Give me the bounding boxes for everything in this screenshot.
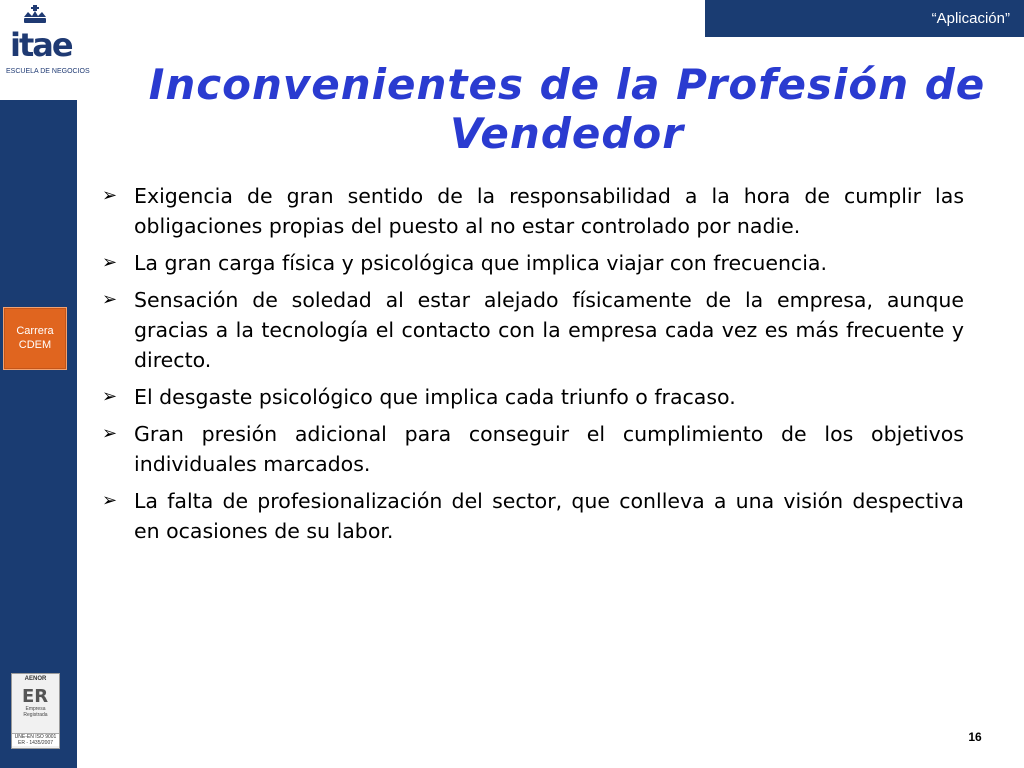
cert-footer (12, 733, 59, 746)
cert-title: AENOR (24, 676, 47, 682)
logo-wordmark: itae (10, 26, 72, 64)
title-line1: Inconvenientes de la Profesión de (148, 60, 986, 109)
arrowhead-icon: ➢ (102, 252, 118, 273)
bullet-item (98, 248, 964, 278)
bullet-text: Exigencia de gran sentido de la responsabilidad a la hora de cumplir las obligaciones propias del puesto al no estar controlado por nadie. (134, 184, 964, 238)
bullet-item (98, 419, 964, 479)
bullet-text: La gran carga física y psicológica que implica viajar con frecuencia. (134, 251, 827, 275)
arrowhead-icon: ➢ (102, 490, 118, 511)
bullet-text: El desgaste psicológico que implica cada triunfo o fracaso. (134, 385, 736, 409)
arrowhead-icon: ➢ (102, 386, 118, 407)
arrowhead-icon: ➢ (102, 289, 118, 310)
arrowhead-icon: ➢ (102, 423, 118, 444)
bullet-text: Gran presión adicional para conseguir el cumplimiento de los objetivos individuales marcados. (134, 422, 964, 476)
logo (0, 0, 96, 100)
er-logo-icon (21, 684, 51, 706)
bullet-item (98, 285, 964, 375)
cert-foot1: UNE-EN ISO 9001 (14, 734, 57, 740)
logo-subtitle: ESCUELA DE NEGOCIOS (6, 68, 90, 75)
section-tag: “Aplicación” (705, 0, 1024, 37)
career-badge (3, 307, 67, 370)
aenor-certificate (11, 673, 60, 749)
bullet-item (98, 382, 964, 412)
sidebar (0, 100, 77, 768)
cert-foot2: ER - 1435/2007 (17, 740, 54, 746)
slide-title (110, 60, 1024, 158)
bullet-text: Sensación de soledad al estar alejado físicamente de la empresa, aunque gracias a la tecnología el contacto con la empresa cada vez es más frecuente y directo. (134, 288, 964, 372)
svg-text:ER: ER (21, 686, 48, 706)
bullet-item (98, 486, 964, 546)
arrowhead-icon: ➢ (102, 185, 118, 206)
bullet-item (98, 181, 964, 241)
title-line2: Vendedor (449, 109, 685, 158)
cert-line1: Empresa (25, 706, 46, 712)
page-number: 16 (968, 730, 982, 744)
cert-line2: Registrada (23, 712, 48, 718)
bullet-text: La falta de profesionalización del sector, que conlleva a una visión despectiva en ocasiones de su labor. (134, 489, 964, 543)
crown-icon (22, 5, 48, 27)
bullet-list (98, 181, 964, 553)
career-badge-line1: Carrera (16, 325, 54, 337)
career-badge-line2: CDEM (18, 339, 52, 351)
